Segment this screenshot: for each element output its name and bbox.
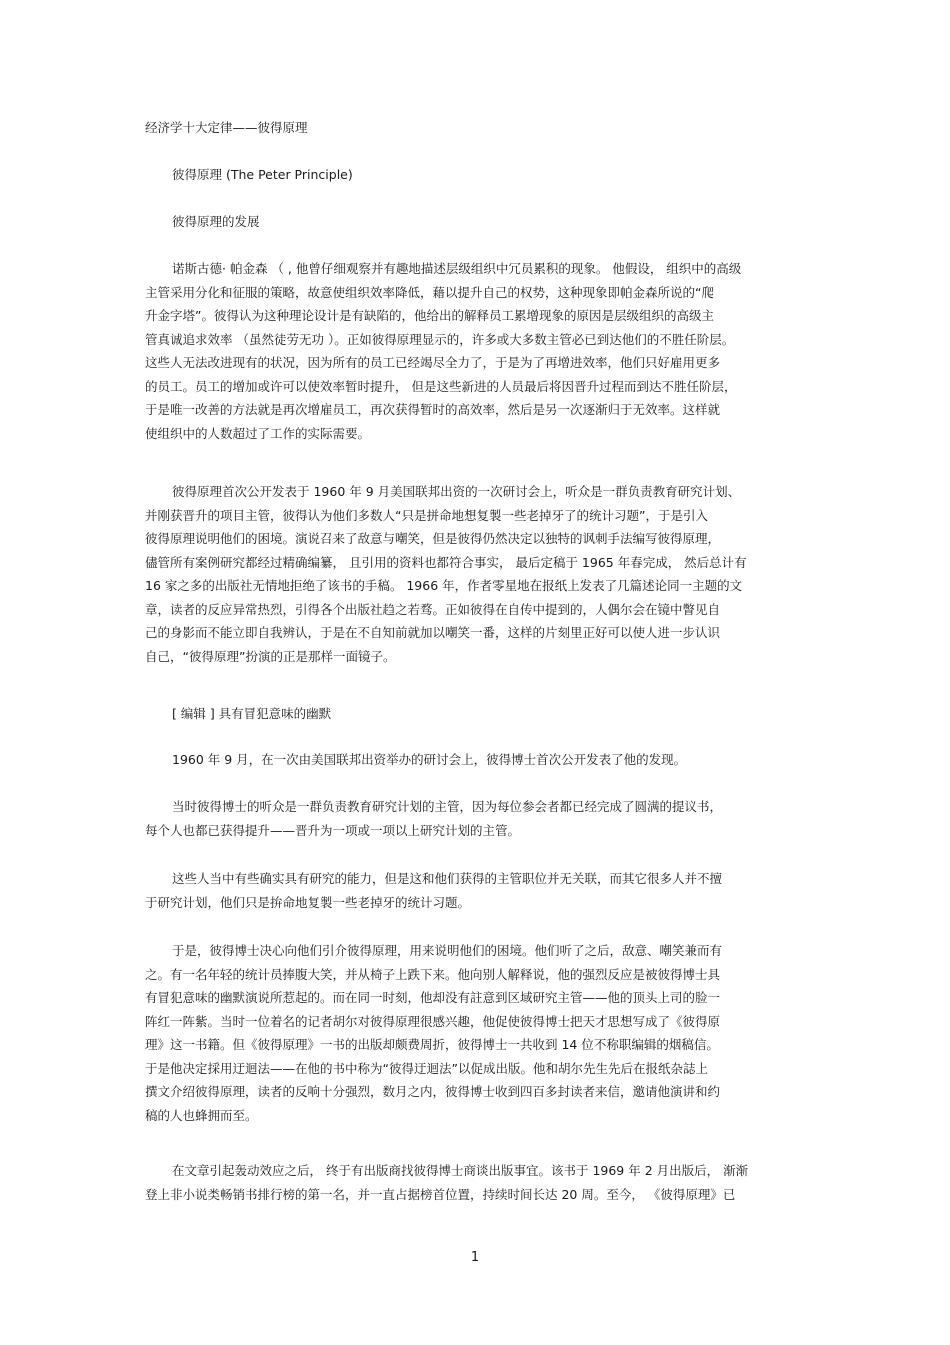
- paragraph-line: 1960 年 9 月，在一次由美国联邦出资举办的研讨会上，彼得博士首次公开发表了他的发现。: [172, 752, 687, 767]
- paragraph-parkinson: [145, 257, 810, 445]
- paragraph-line: 自己，“彼得原理”扮演的正是那样一面镜子。: [145, 648, 396, 664]
- paragraph-line: 在文章引起轰动效应之后， 终于有出版商找彼得博士商谈出版事宜。该书于 1969 年 2 月出版后， 渐渐: [172, 1163, 749, 1178]
- paragraph-line: 16 家之多的出版社无情地拒绝了该书的手稿。 1966 年，作者零星地在报纸上发表了几篇述论同一主题的文: [145, 578, 743, 593]
- paragraph-line: 使组织中的人数超过了工作的实际需要。: [145, 425, 371, 441]
- paragraph-line: 这些人无法改进现有的状况，因为所有的员工已经竭尽全力了，于是为了再增进效率，他们只好雇用更多: [145, 355, 721, 370]
- paragraph-line: 章，读者的反应异常热烈，引得各个出版社趋之若骛。正如彼得在自传中提到的，人偶尔会在镜中瞥见自: [145, 601, 721, 617]
- paragraph-line: 阵红一阵紫。当时一位着名的记者胡尔对彼得原理很感兴趣，他促使彼得博士把天才思想写成了《彼得原: [145, 1013, 721, 1029]
- paragraph-line: 这些人当中有些确实具有研究的能力，但是这和他们获得的主管职位并无关联，而其它很多人并不擅: [172, 871, 723, 886]
- paragraph-audience: [145, 795, 810, 842]
- paragraph-line: 己的身影而不能立即自我辨认，于是在不自知前就加以嘲笑一番，这样的片刻里正好可以使人进一步认识: [145, 625, 721, 640]
- paragraph-line: 稿的人也蜂拥而至。: [145, 1107, 258, 1123]
- paragraph-line: 彼得原理说明他们的困境。演说召来了敌意与嘲笑，但是彼得仍然决定以独特的讽刺手法编写彼得原理，: [145, 531, 721, 546]
- paragraph-line: 管真诚追求效率 （虽然徒劳无功 ）。正如彼得原理显示的，许多或大多数主管必已到达他们的不胜任阶层。: [145, 331, 735, 347]
- paragraph-line: 儘管所有案例研究都经过精确编纂， 且引用的资料也都符合事实， 最后定稿于 1965 年春完成， 然后总计有: [145, 554, 747, 570]
- page-number: 1: [470, 1250, 480, 1265]
- paragraph-line: 理》这一书籍。但《彼得原理》一书的出版却颇费周折，彼得博士一共收到 14 位不称职编辑的烟稿信。: [145, 1037, 719, 1052]
- paragraph-line: 有冒犯意味的幽默演说所惹起的。而在同一时刻，他却没有註意到区域研究主管——他的顶头上司的脸一: [145, 990, 721, 1005]
- section-heading-humor: [145, 702, 837, 726]
- paragraph-line: 于是，彼得博士决心向他们引介彼得原理，用来说明他们的困境。他们听了之后，敌意、嘲笑兼而有: [172, 943, 723, 958]
- document-title: [145, 116, 810, 140]
- paragraph-line: 于研究计划，他们只是拚命地复製一些老掉牙的统计习题。: [145, 894, 471, 910]
- paragraph-line: 每个人也都已获得提升——晋升为一项或一项以上研究计划的主管。: [145, 822, 521, 838]
- paragraph-line: 主管采用分化和征服的策略，故意使组织效率降低，藉以提升自己的权势，这种现象即帕金森所说的“爬: [145, 284, 714, 300]
- document-subtitle: [145, 163, 837, 187]
- paragraph-line: 诺斯古德· 帕金森 （ , 他曾仔细观察并有趣地描述层级组织中冗员累积的现象。 他假设， 组织中的高级: [172, 261, 742, 276]
- section-heading-text: 彼得原理的发展: [172, 214, 260, 229]
- paragraph-1960-seminar: [145, 748, 810, 772]
- section-heading-text: [ 编辑 ] 具有冒犯意味的幽默: [172, 706, 332, 721]
- paragraph-line: 并刚获晋升的项目主管，彼得认为他们多数人“只是拼命地想复製一些老掉牙了的统计习题”，于是引入: [145, 507, 708, 523]
- section-heading-development: [145, 210, 837, 234]
- paragraph-line: 于是唯一改善的方法就是再次增雇员工，再次获得暂时的高效率，然后是另一次逐渐归于无效率。这样就: [145, 402, 721, 417]
- paragraph-line: 登上非小说类畅销书排行榜的第一名，并一直占据榜首位置，持续时间长达 20 周。至今， 《彼得原理》已: [145, 1186, 736, 1202]
- paragraph-first-publication: [145, 480, 810, 668]
- subtitle-text: 彼得原理 (The Peter Principle): [172, 167, 353, 182]
- paragraph-research-ability: [145, 867, 810, 914]
- paragraph-publishing: [145, 1159, 810, 1206]
- paragraph-introduction: [145, 939, 810, 1127]
- paragraph-line: 当时彼得博士的听众是一群负责教育研究计划的主管，因为每位参会者都已经完成了圆满的提议书，: [172, 799, 723, 814]
- paragraph-line: 于是他决定採用迂迴法——在他的书中称为“彼得迂迴法”以促成出版。他和胡尔先生先后在报纸杂誌上: [145, 1060, 708, 1076]
- paragraph-line: 撰文介绍彼得原理，读者的反响十分强烈，数月之内，彼得博士收到四百多封读者来信，邀请他演讲和约: [145, 1084, 721, 1099]
- title-text: 经济学十大定律——彼得原理: [145, 120, 308, 135]
- paragraph-line: 之。有一名年轻的统计员捧腹大笑，并从椅子上跌下来。他向别人解释说，他的强烈反应是被彼得博士具: [145, 966, 721, 982]
- paragraph-line: 彼得原理首次公开发表于 1960 年 9 月美国联邦出资的一次研讨会上，听众是一群负责教育研究计划、: [172, 484, 741, 499]
- paragraph-line: 的员工。员工的增加或许可以使效率暂时提升， 但是这些新进的人员最后将因晋升过程而到达不胜任阶层，: [145, 378, 737, 394]
- paragraph-line: 升金字塔”。彼得认为这种理论设计是有缺陷的，他给出的解释员工累增现象的原因是层级组织的高级主: [145, 308, 714, 323]
